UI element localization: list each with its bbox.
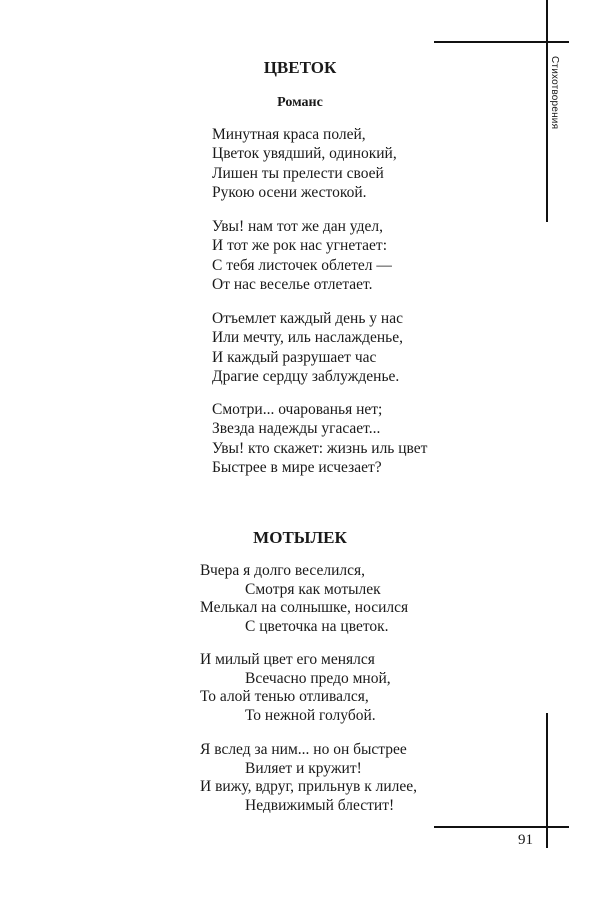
verse-line: Увы! нам тот же дан удел, (212, 218, 383, 235)
stanza (200, 562, 408, 636)
verse-line: Вчера я долго веселился, (200, 562, 365, 579)
verse-line: Мелькал на солнышке, носился (200, 599, 409, 617)
stanza (212, 217, 392, 294)
verse-line: От нас веселье отлетает. (212, 275, 373, 293)
running-head: Стихотворения (549, 56, 560, 130)
poem-title: ЦВЕТОК (263, 58, 337, 77)
verse-line: Звезда надежды угасает... (212, 420, 381, 438)
verse-line: Отъемлет каждый день у нас (212, 310, 403, 327)
verse-line: Увы! кто скажет: жизнь иль цвет (212, 439, 428, 457)
verse-line: То алой тенью отливался, (200, 688, 369, 706)
stanza (212, 400, 427, 477)
page-number: 91 (518, 832, 533, 848)
stanza (212, 309, 403, 386)
stanza (200, 651, 391, 725)
top-margin-rule (546, 0, 548, 222)
verse-line: Смотря как мотылек (245, 580, 381, 598)
stanza (200, 741, 417, 815)
verse-line: Или мечту, иль наслажденье, (212, 329, 403, 347)
verse-line: Рукою осени жестокой. (212, 183, 367, 201)
verse-line: И милый цвет его менялся (200, 651, 375, 668)
verse-line: Всечасно предо мной, (245, 669, 391, 687)
stanza (212, 125, 397, 202)
poem-title: МОТЫЛЕК (253, 528, 347, 547)
verse-line: И вижу, вдруг, прильнув к лилее, (200, 778, 417, 796)
verse-line: Лишен ты прелести своей (212, 164, 384, 182)
verse-line: Быстрее в мире исчезает? (212, 458, 382, 476)
verse-line: С цветочка на цветок. (245, 617, 389, 635)
verse-line: Цветок увядший, одинокий, (212, 145, 397, 163)
verse-line: Недвижимый блестит! (245, 796, 395, 814)
verse-line: То нежной голубой. (245, 706, 376, 724)
verse-line: С тебя листочек облетел — (212, 256, 392, 274)
top-rule (434, 41, 569, 43)
verse-line: Я вслед за ним... но он быстрее (200, 741, 407, 758)
bottom-rule (434, 826, 569, 828)
verse-line: Виляет и кружит! (245, 759, 362, 777)
poem-subtitle: Романс (277, 95, 323, 110)
verse-line: Минутная краса полей, (212, 126, 366, 143)
verse-line: Смотри... очарованья нет; (212, 401, 383, 418)
verse-line: И каждый разрушает час (212, 348, 377, 366)
verse-line: Драгие сердцу заблужденье. (212, 367, 400, 385)
verse-line: И тот же рок нас угнетает: (212, 237, 388, 255)
